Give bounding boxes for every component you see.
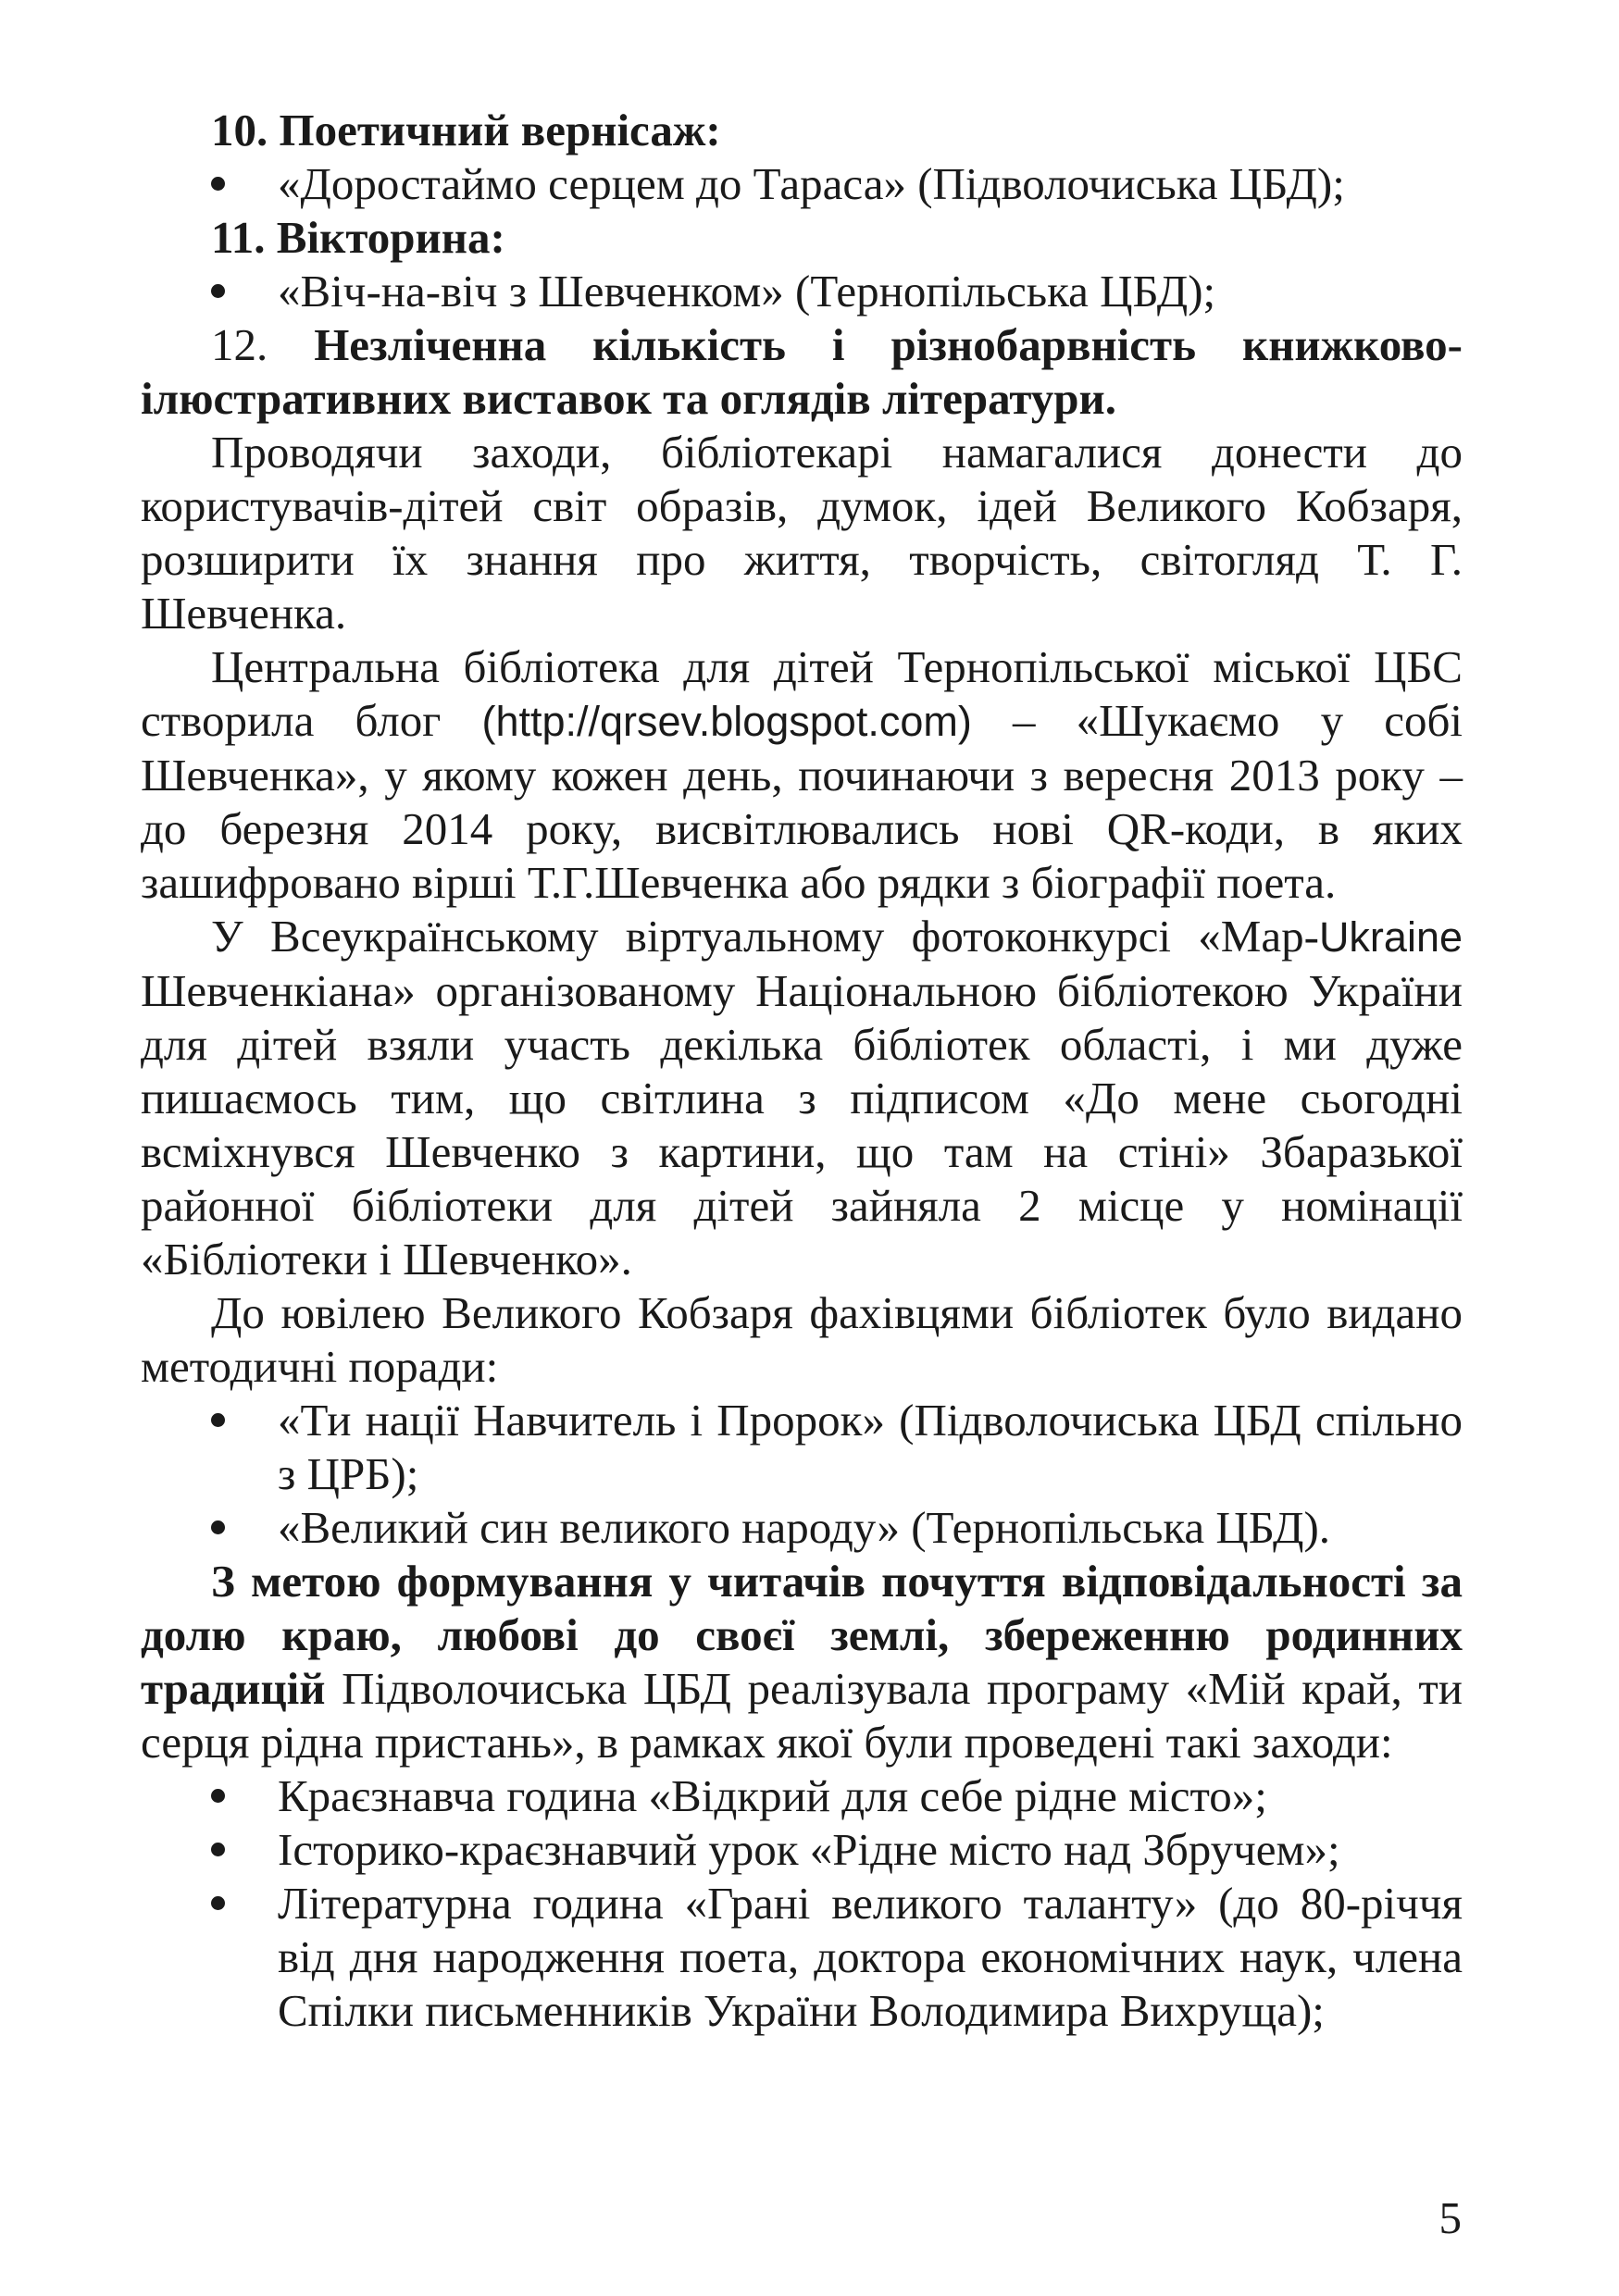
section-11-heading: 11. Вікторина: <box>211 212 505 263</box>
paragraph-5: З метою формування у читачів почуття відповідальності за долю краю, любові до своєї землі, збереженню родинних традицій Підволочиська ЦБД реалізувала програму «Мій край, ти серця рідна пристань», в рамках якої були проведені такі заходи: <box>141 1556 1463 1768</box>
document-page <box>141 104 1463 2038</box>
list-item: Історико-краєзнавчий урок «Рідне місто над Збручем»; <box>141 1823 1463 1877</box>
list-item: «Ти нації Навчитель і Пророк» (Підволочиська ЦБД спільно з ЦРБ); <box>141 1394 1463 1501</box>
section-11-list <box>141 265 1463 318</box>
paragraph-2: Центральна бібліотека для дітей Тернопільської міської ЦБС створила блог (http://qrsev.blogspot.com) – «Шукаємо у собі Шевченка», у якому кожен день, починаючи з вересня 2013 року – до березня 2014 року, висвітлювались нові QR-коди, в яких зашифровано вірші Т.Г.Шевченка або рядки з біографії поета. <box>141 641 1463 908</box>
paragraph-3: У Всеукраїнському віртуальному фотоконкурсі «Map-Ukraine Шевченкіана» організованому Національною бібліотекою України для дітей взяли участь декілька бібліотек області, і ми дуже пишаємось тим, що світлина з підписом «До мене сьогодні всміхнувся Шевченко з картини, що там на стіні» Збаразької районної бібліотеки для дітей зайняла 2 місце у номінації «Бібліотеки і Шевченко». <box>141 911 1463 1285</box>
methodical-list <box>141 1394 1463 1555</box>
list-item: «Доростаймо серцем до Тараса» (Підволочиська ЦБД); <box>141 157 1463 211</box>
section-10-list <box>141 157 1463 211</box>
program-events-list <box>141 1769 1463 2038</box>
bullet-icon <box>211 1896 225 1910</box>
list-item: «Великий син великого народу» (Тернопільська ЦБД). <box>141 1501 1463 1555</box>
bullet-icon <box>211 1843 225 1856</box>
bullet-icon <box>211 1413 225 1427</box>
paragraph-1: Проводячи заходи, бібліотекарі намагалися донести до користувачів-дітей світ образів, думок, ідей Великого Кобзаря, розширити їх знання про життя, творчість, світогляд Т. Г. Шевченка. <box>141 427 1463 639</box>
list-item: «Віч-на-віч з Шевченком» (Тернопільська ЦБД); <box>141 265 1463 318</box>
bullet-icon <box>211 177 225 191</box>
bullet-icon <box>211 284 225 298</box>
list-item: Літературна година «Грані великого таланту» (до 80-річчя від дня народження поета, доктора економічних наук, члена Спілки письменників України Володимира Вихруща); <box>141 1877 1463 2038</box>
paragraph-4: До ювілею Великого Кобзаря фахівцями бібліотек було видано методичні поради: <box>141 1287 1463 1392</box>
bullet-icon <box>211 1789 225 1803</box>
blog-link[interactable]: (http://qrsev.blogspot.com) <box>481 698 972 745</box>
bullet-icon <box>211 1520 225 1534</box>
list-item: Краєзнавча година «Відкрий для себе рідне місто»; <box>141 1769 1463 1823</box>
section-12-heading: 12. Незліченна кількість і різнобарвність книжково-ілюстративних виставок та оглядів літератури. <box>141 319 1463 424</box>
section-10-heading: 10. Поетичний вернісаж: <box>211 105 721 155</box>
page-number: 5 <box>1438 2192 1462 2243</box>
